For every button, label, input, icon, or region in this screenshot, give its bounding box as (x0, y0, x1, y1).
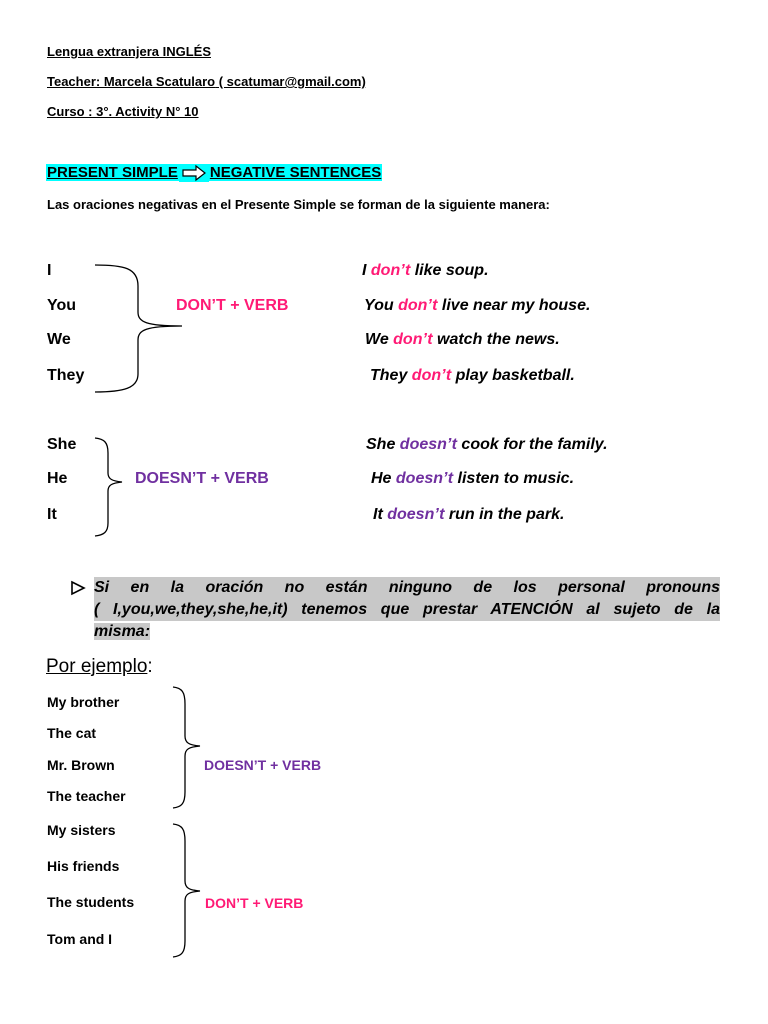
example-sentence: You don’t live near my house. (364, 297, 591, 314)
rule-dont-verb: DON’T + VERB (205, 895, 304, 911)
example-sentence: He doesn’t listen to music. (371, 470, 575, 487)
rule-dont-verb: DON’T + VERB (176, 297, 289, 314)
pronoun-it: It (47, 506, 57, 523)
teacher-name: Teacher: Marcela Scatularo (47, 74, 216, 89)
example-sentence: They don’t play basketball. (370, 367, 575, 384)
teacher-email: ( scatumar@gmail.com) (215, 74, 366, 89)
course-line: Curso : 3°. Activity N° 10 (47, 104, 199, 119)
arrowhead-bullet-icon (70, 580, 86, 596)
example-sentence: It doesn’t run in the park. (373, 506, 565, 523)
subject-item: His friends (47, 858, 120, 874)
subject-item: My brother (47, 694, 120, 710)
rule-doesnt-verb: DOESN’T + VERB (204, 757, 322, 773)
subject-item: The cat (47, 725, 97, 741)
example-sentence: I don’t like soup. (362, 262, 489, 279)
subject-item: My sisters (47, 822, 116, 838)
note-line: ( I,you,we,they,she,he,it) tenemos que prestar ATENCIÓN al sujeto de la (94, 599, 720, 621)
example-heading: Por ejemplo: (46, 656, 153, 677)
curly-brace-icon (172, 686, 202, 810)
pronoun-i: I (47, 262, 52, 279)
pronoun-we: We (47, 331, 71, 348)
pronoun-you: You (47, 297, 77, 314)
example-sentence: She doesn’t cook for the family. (366, 436, 608, 453)
subject-line: Lengua extranjera INGLÉS (47, 44, 211, 59)
example-sentence: We don’t watch the news. (365, 331, 560, 348)
attention-note (94, 577, 720, 643)
subject-item: Mr. Brown (47, 757, 115, 773)
teacher-line (47, 74, 366, 89)
pronoun-she: She (47, 436, 77, 453)
title-left: PRESENT SIMPLE (47, 164, 178, 181)
rule-doesnt-verb: DOESN’T + VERB (135, 470, 269, 487)
intro-text: Las oraciones negativas en el Presente Simple se forman de la siguiente manera: (47, 197, 550, 212)
curly-brace-icon (172, 823, 202, 959)
pronoun-he: He (47, 470, 68, 487)
pronoun-they: They (47, 367, 85, 384)
right-arrow-icon (179, 164, 209, 182)
curly-brace-icon (94, 262, 184, 394)
note-line: misma: (94, 623, 151, 640)
note-line: Si en la oración no están ninguno de los personal pronouns (94, 577, 720, 599)
subject-item: The teacher (47, 788, 126, 804)
curly-brace-icon (94, 437, 124, 537)
page-title (46, 164, 382, 182)
subject-item: The students (47, 894, 135, 910)
subject-item: Tom and I (47, 931, 113, 947)
title-right: NEGATIVE SENTENCES (209, 164, 382, 181)
